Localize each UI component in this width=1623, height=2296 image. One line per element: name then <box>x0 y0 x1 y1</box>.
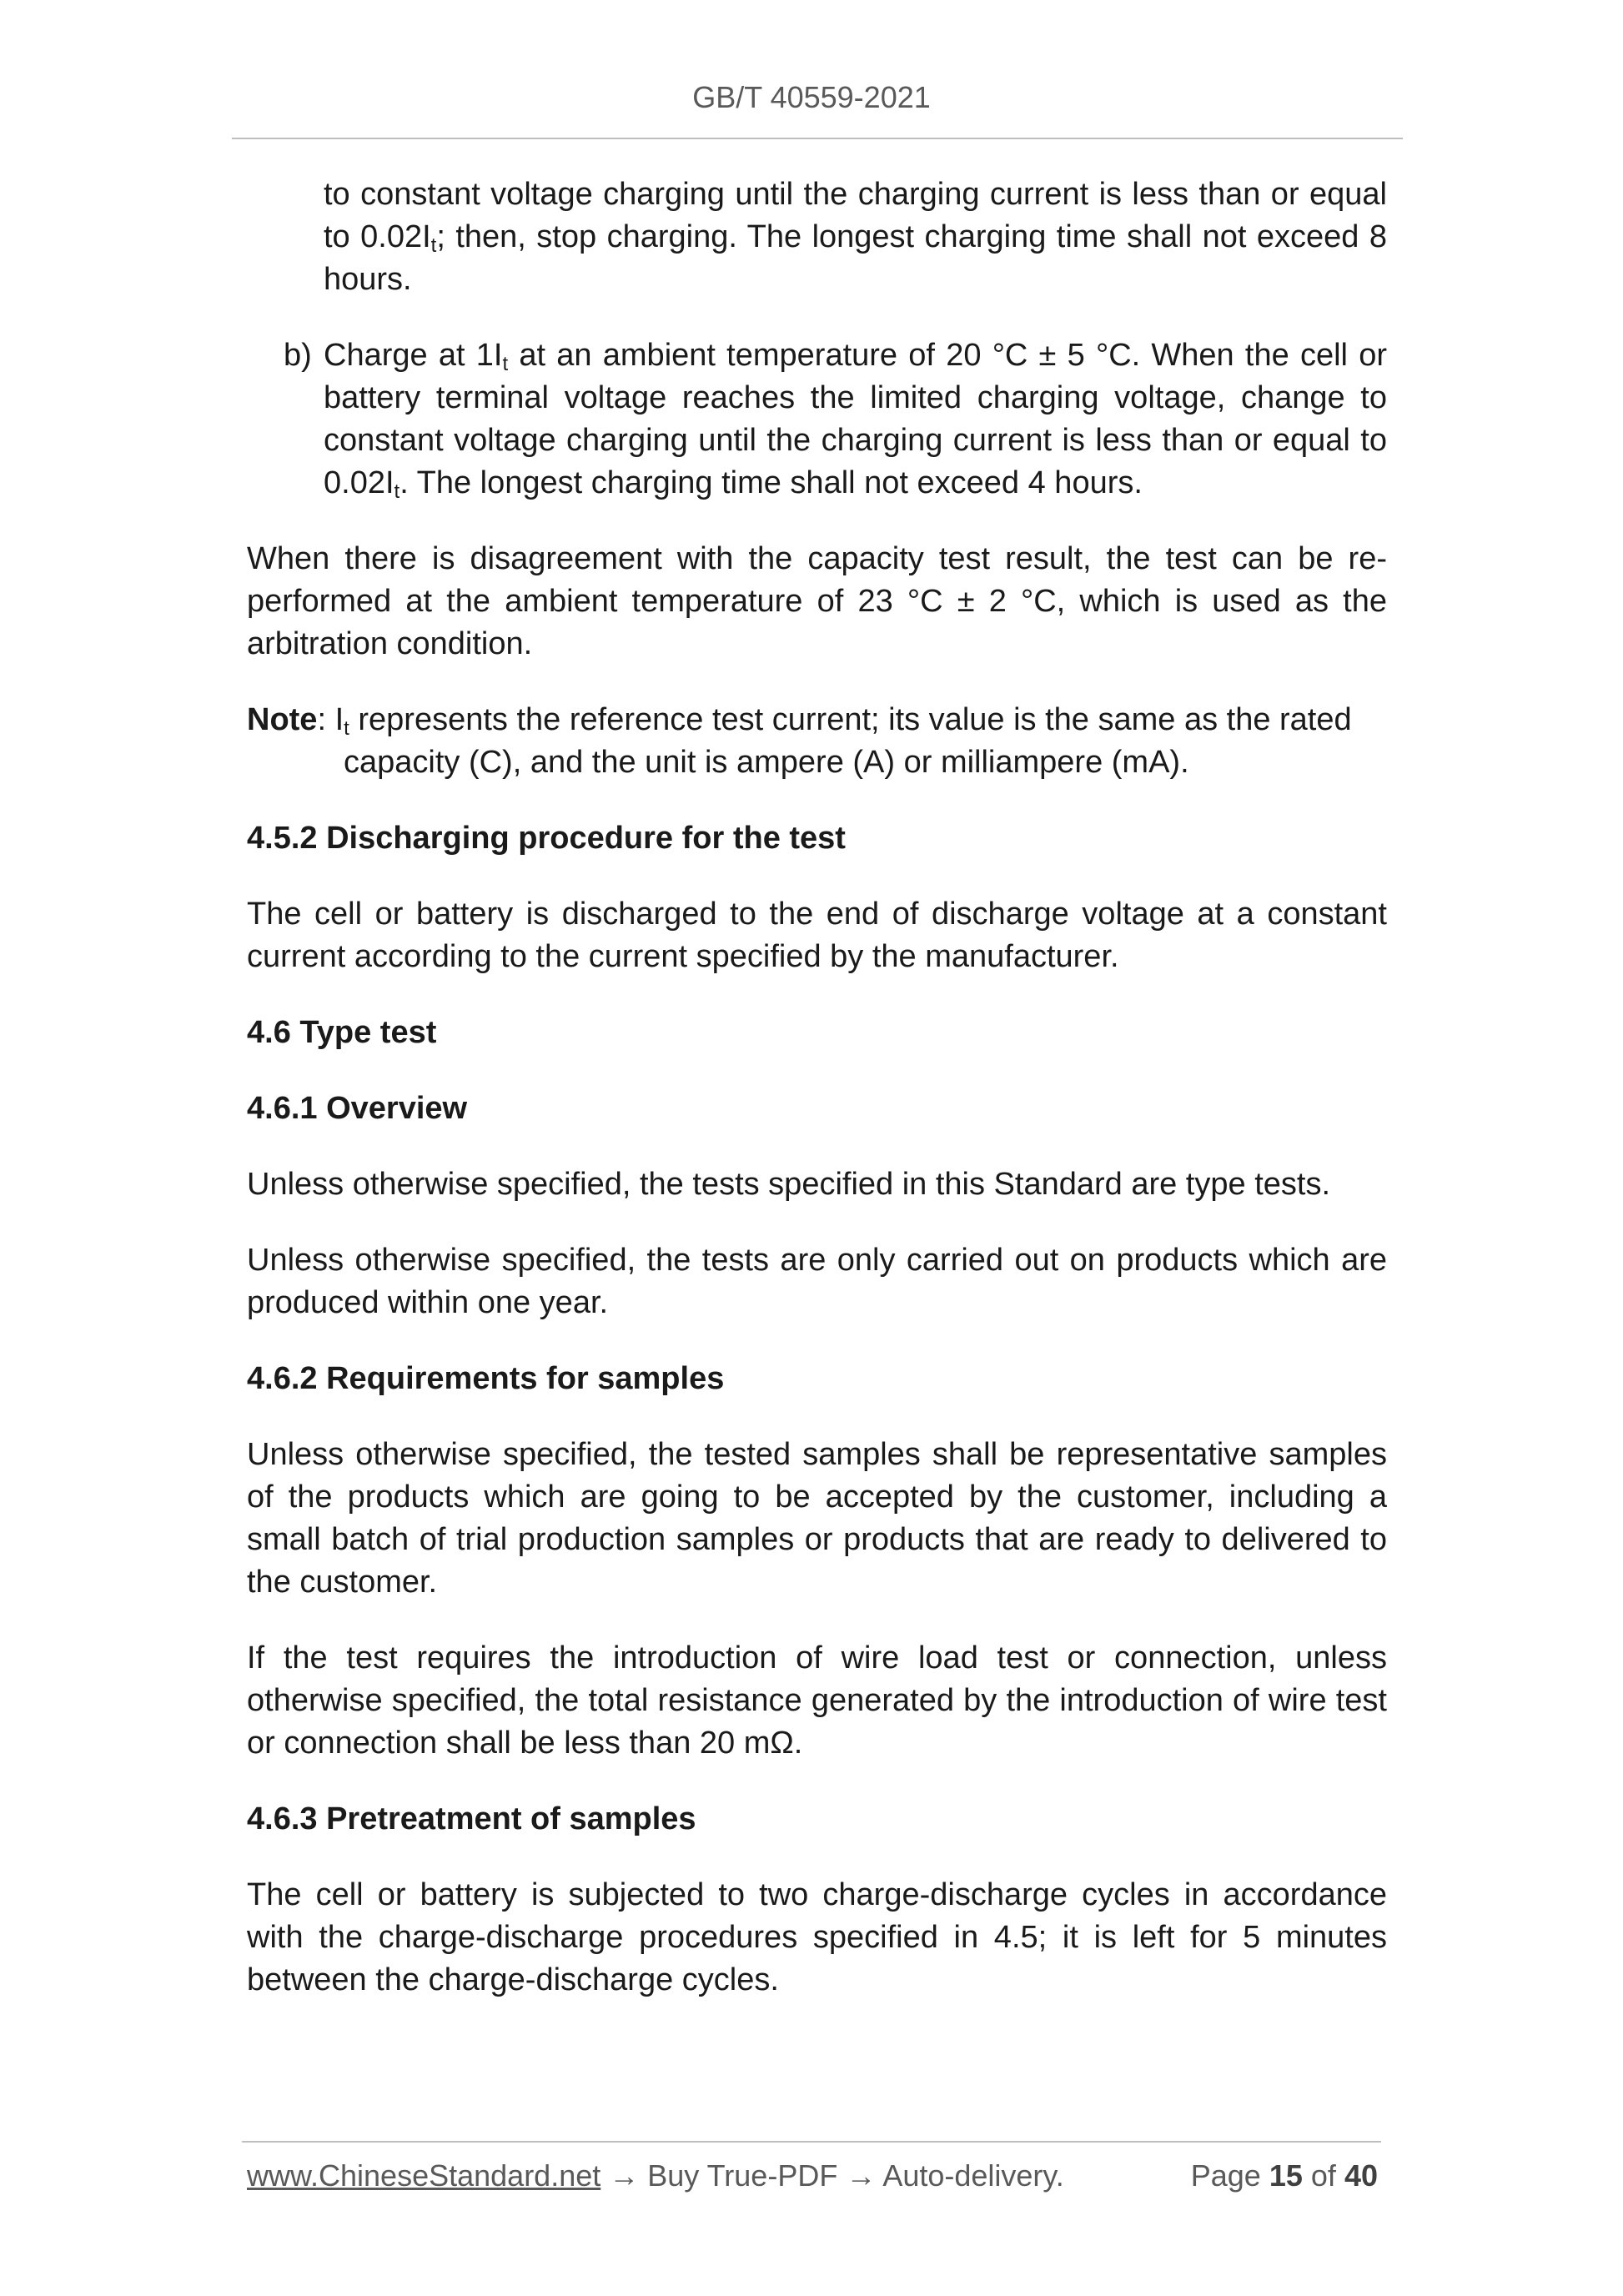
note-separator: : <box>317 702 335 737</box>
list-item-b <box>284 334 1387 505</box>
subscript: t <box>394 480 400 503</box>
subscript: t <box>344 717 349 740</box>
page-label: Page <box>1190 2158 1261 2193</box>
section-heading-4-6-3: 4.6.3 Pretreatment of samples <box>247 1801 696 1836</box>
page-content <box>247 173 1387 2035</box>
subscript: t <box>430 234 437 257</box>
text-run: Charge at 1I <box>324 338 503 373</box>
footer-divider <box>242 2141 1381 2143</box>
text-run: I <box>334 702 344 737</box>
note-label: Note <box>247 702 318 737</box>
list-marker: b) <box>284 338 312 373</box>
header-divider <box>232 138 1403 139</box>
of-label: of <box>1310 2158 1336 2193</box>
note-text <box>247 699 1352 784</box>
paragraph: Unless otherwise specified, the tested samples shall be representative samples of the products which are going to be accepted by the customer, including a small batch of trial production samples or products that are ready to delivered to the customer. <box>247 1437 1387 1600</box>
footer <box>247 2158 1378 2193</box>
paragraph: The cell or battery is discharged to the end of discharge voltage at a constant current according to the current specified by the manufacturer. <box>247 897 1387 974</box>
text-run: represents the reference test current; its value is the same as the rated <box>349 702 1352 737</box>
paragraph: Unless otherwise specified, the tests are only carried out on products which are produced within one year. <box>247 1243 1387 1320</box>
paragraph-disagreement: When there is disagreement with the capacity test result, the test can be re-performed at the ambient temperature of 23 °C ± 2 °C, which is used as the arbitration condition. <box>247 541 1387 661</box>
paragraph: The cell or battery is subjected to two charge-discharge cycles in accordance with the charge-discharge procedures specified in 4.5; it is left for 5 minutes between the charge-discharge cycles. <box>247 1877 1387 1997</box>
promo-text: → Buy True-PDF → Auto-delivery. <box>600 2158 1064 2193</box>
section-heading-4-6-2: 4.6.2 Requirements for samples <box>247 1361 725 1396</box>
paragraph: If the test requires the introduction of wire load test or connection, unless otherwise specified, the total resistance generated by the introduction of wire test or connection shall be less than 20 mΩ. <box>247 1640 1387 1761</box>
section-heading-4-5-2: 4.5.2 Discharging procedure for the test <box>247 821 846 856</box>
section-heading-4-6-1: 4.6.1 Overview <box>247 1091 468 1126</box>
footer-left <box>247 2158 1064 2193</box>
page-total: 40 <box>1344 2158 1378 2193</box>
text-run: at an ambient temperature of 20 °C ± 5 °C. When the cell or battery terminal voltage reaches the limited charging voltage, change to constant voltage charging until the charging current is less than or equal to 0.02I <box>324 338 1387 500</box>
note-second-line: capacity (C), and the unit is ampere (A) or milliampere (mA). <box>344 745 1189 780</box>
list-item-text <box>324 334 1387 505</box>
text-run: ; then, stop charging. The longest charging time shall not exceed 8 hours. <box>324 219 1387 297</box>
subscript: t <box>502 353 509 375</box>
note <box>247 699 1387 784</box>
text-run: . The longest charging time shall not exceed 4 hours. <box>399 465 1143 500</box>
site-link[interactable]: www.ChineseStandard.net <box>247 2158 601 2193</box>
list-item-a-continuation <box>324 173 1387 301</box>
page-number: 15 <box>1269 2158 1303 2193</box>
text-run: to constant voltage charging until the charging current is less than or equal to 0.02I <box>324 177 1387 254</box>
page-indicator <box>1191 2158 1378 2193</box>
paragraph: Unless otherwise specified, the tests specified in this Standard are type tests. <box>247 1167 1330 1202</box>
section-heading-4-6: 4.6 Type test <box>247 1015 437 1050</box>
document-id-header: GB/T 40559-2021 <box>692 80 931 114</box>
